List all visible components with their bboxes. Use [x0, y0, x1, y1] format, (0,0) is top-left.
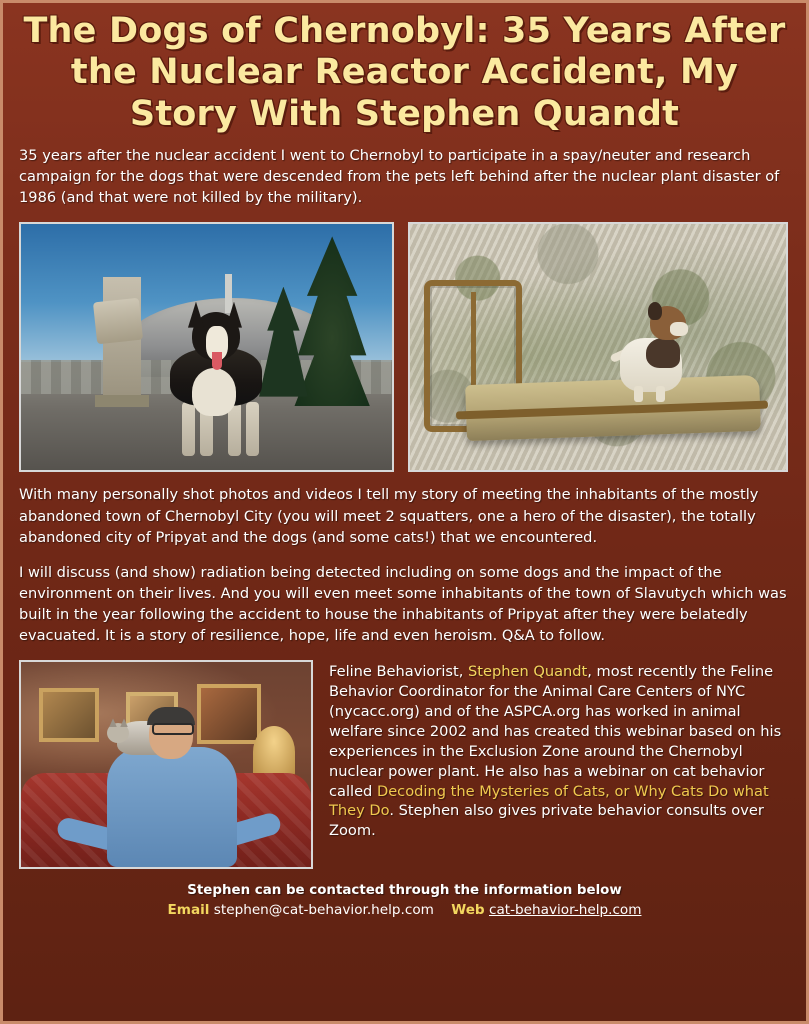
page-title: The Dogs of Chernobyl: 35 Years After the Nuclear Reactor Accident, My Story With Stephen Quandt	[23, 11, 786, 134]
bio-part-1: Feline Behaviorist,	[329, 663, 469, 681]
glasses-icon	[152, 723, 194, 735]
contact-instruction: Stephen can be contacted through the information below	[187, 883, 622, 899]
email-value[interactable]: stephen@cat-behavior.help.com	[213, 902, 434, 919]
body-paragraph-2: I will discuss (and show) radiation being detected including on some dogs and the impact of the environment on their lives. And you will even meet some inhabitants of the town of Slavutych which was built in the year following the accident to house the inhabitants of Pripyat after they were belatedly evacuated. It is a story of resilience, hope, life and even heroism. Q&A to follow.	[19, 563, 787, 645]
lamp-icon	[253, 726, 295, 778]
dog-chest	[192, 368, 236, 416]
bio-part-2: , most recently the Feline Behavior Coordinator for the Animal Care Centers of NYC (nycacc.org) and of the ASPCA.org has worked in animal welfare since 2002 and has created this webinar based on his experiences in the Exclusion Zone around the Chernobyl nuclear power plant. He also has a webinar on cat behavior called	[329, 663, 782, 800]
picture-frame	[39, 688, 99, 742]
footer	[19, 883, 790, 918]
photo-gallery	[19, 222, 790, 472]
dog-figure	[616, 296, 694, 392]
dog-ear	[188, 302, 204, 328]
dog-leg	[182, 402, 195, 456]
author-bio	[329, 660, 790, 869]
chernobyl-reactor-dog-photo	[19, 222, 394, 472]
author-name: Stephen Quandt	[468, 663, 588, 681]
dog-on-bed-photo	[408, 222, 788, 472]
website-link[interactable]: cat-behavior-help.com	[489, 902, 642, 919]
dog-leg	[656, 386, 665, 402]
dog-leg	[634, 386, 643, 402]
web-label: Web	[451, 902, 485, 919]
intro-paragraph: 35 years after the nuclear accident I went to Chernobyl to participate in a spay/neuter and research campaign for the dogs that were descended from the pets left behind after the nuclear plant disaster of 1986 (and that were not killed by the military).	[19, 146, 780, 207]
dog-tongue	[212, 352, 222, 370]
contact-details	[19, 902, 790, 918]
dog-leg	[246, 402, 259, 456]
dog-coat-patch	[646, 338, 680, 368]
email-label: Email	[167, 902, 210, 919]
dog-snout	[670, 322, 688, 336]
author-section	[19, 660, 790, 869]
bio-part-3: . Stephen also gives private behavior consults over Zoom.	[329, 802, 764, 840]
webinar-title: Decoding the Mysteries of Cats, or Why Cats Do what They Do	[329, 782, 769, 820]
author-portrait-photo	[19, 660, 313, 869]
dog-figure	[162, 306, 280, 456]
dog-ear	[648, 302, 662, 320]
body-paragraph-1: With many personally shot photos and videos I tell my story of meeting the inhabitants of the mostly abandoned town of Chernobyl City (you will meet 2 squatters, one a hero of the disaster), the totally abandoned city of Pripyat and the dogs (and some cats!) that we encountered.	[19, 486, 759, 546]
picture-frame	[197, 684, 261, 744]
person-torso	[107, 747, 237, 867]
monument-top-shape	[93, 298, 143, 345]
